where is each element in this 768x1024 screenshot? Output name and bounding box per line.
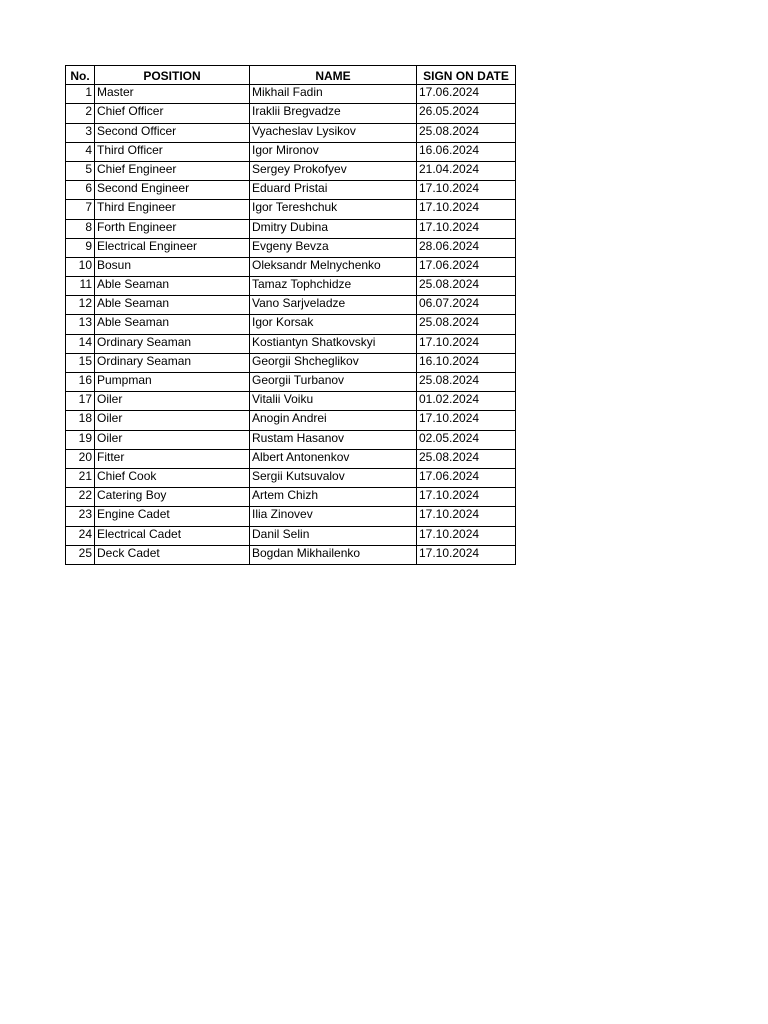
- position-cell: Catering Boy: [95, 488, 250, 507]
- sign-on-date-cell: 17.10.2024: [417, 334, 516, 353]
- row-number-cell: 2: [66, 104, 95, 123]
- crew-list-table: [65, 65, 516, 565]
- sign-on-date-cell: 21.04.2024: [417, 161, 516, 180]
- table-row: [66, 507, 516, 526]
- table-row: [66, 296, 516, 315]
- header-no: No.: [66, 66, 95, 85]
- position-cell: Chief Cook: [95, 468, 250, 487]
- sign-on-date-cell: 16.10.2024: [417, 353, 516, 372]
- name-cell: Vyacheslav Lysikov: [250, 123, 417, 142]
- position-cell: Pumpman: [95, 373, 250, 392]
- name-cell: Sergii Kutsuvalov: [250, 468, 417, 487]
- name-cell: Vitalii Voiku: [250, 392, 417, 411]
- table-row: [66, 392, 516, 411]
- name-cell: Bogdan Mikhailenko: [250, 545, 417, 564]
- table-row: [66, 181, 516, 200]
- sign-on-date-cell: 25.08.2024: [417, 277, 516, 296]
- name-cell: Danil Selin: [250, 526, 417, 545]
- table-header: [66, 66, 516, 85]
- name-cell: Kostiantyn Shatkovskyi: [250, 334, 417, 353]
- table-row: [66, 373, 516, 392]
- sign-on-date-cell: 17.10.2024: [417, 526, 516, 545]
- row-number-cell: 5: [66, 161, 95, 180]
- row-number-cell: 22: [66, 488, 95, 507]
- table-row: [66, 238, 516, 257]
- row-number-cell: 3: [66, 123, 95, 142]
- table-row: [66, 430, 516, 449]
- table-row: [66, 334, 516, 353]
- name-cell: Dmitry Dubina: [250, 219, 417, 238]
- sign-on-date-cell: 25.08.2024: [417, 123, 516, 142]
- sign-on-date-cell: 17.10.2024: [417, 181, 516, 200]
- sign-on-date-cell: 25.08.2024: [417, 373, 516, 392]
- position-cell: Second Officer: [95, 123, 250, 142]
- row-number-cell: 11: [66, 277, 95, 296]
- table-row: [66, 411, 516, 430]
- table-row: [66, 449, 516, 468]
- row-number-cell: 20: [66, 449, 95, 468]
- row-number-cell: 15: [66, 353, 95, 372]
- row-number-cell: 7: [66, 200, 95, 219]
- name-cell: Eduard Pristai: [250, 181, 417, 200]
- position-cell: Fitter: [95, 449, 250, 468]
- name-cell: Georgii Turbanov: [250, 373, 417, 392]
- row-number-cell: 19: [66, 430, 95, 449]
- name-cell: Sergey Prokofyev: [250, 161, 417, 180]
- position-cell: Forth Engineer: [95, 219, 250, 238]
- row-number-cell: 18: [66, 411, 95, 430]
- name-cell: Ilia Zinovev: [250, 507, 417, 526]
- position-cell: Third Officer: [95, 142, 250, 161]
- sign-on-date-cell: 17.10.2024: [417, 545, 516, 564]
- position-cell: Able Seaman: [95, 315, 250, 334]
- table-row: [66, 219, 516, 238]
- table-row: [66, 277, 516, 296]
- table-row: [66, 257, 516, 276]
- sign-on-date-cell: 17.10.2024: [417, 411, 516, 430]
- position-cell: Electrical Cadet: [95, 526, 250, 545]
- name-cell: Iraklii Bregvadze: [250, 104, 417, 123]
- name-cell: Igor Korsak: [250, 315, 417, 334]
- sign-on-date-cell: 17.06.2024: [417, 257, 516, 276]
- header-row: [66, 66, 516, 85]
- name-cell: Mikhail Fadin: [250, 85, 417, 104]
- header-position: POSITION: [95, 66, 250, 85]
- row-number-cell: 17: [66, 392, 95, 411]
- table-row: [66, 488, 516, 507]
- name-cell: Albert Antonenkov: [250, 449, 417, 468]
- row-number-cell: 4: [66, 142, 95, 161]
- position-cell: Able Seaman: [95, 296, 250, 315]
- sign-on-date-cell: 26.05.2024: [417, 104, 516, 123]
- row-number-cell: 14: [66, 334, 95, 353]
- sign-on-date-cell: 02.05.2024: [417, 430, 516, 449]
- position-cell: Second Engineer: [95, 181, 250, 200]
- row-number-cell: 13: [66, 315, 95, 334]
- table-row: [66, 142, 516, 161]
- row-number-cell: 8: [66, 219, 95, 238]
- table-row: [66, 123, 516, 142]
- header-sign-on-date: SIGN ON DATE: [417, 66, 516, 85]
- name-cell: Igor Tereshchuk: [250, 200, 417, 219]
- table-row: [66, 526, 516, 545]
- sign-on-date-cell: 28.06.2024: [417, 238, 516, 257]
- table-row: [66, 353, 516, 372]
- name-cell: Georgii Shcheglikov: [250, 353, 417, 372]
- position-cell: Third Engineer: [95, 200, 250, 219]
- position-cell: Oiler: [95, 430, 250, 449]
- name-cell: Evgeny Bevza: [250, 238, 417, 257]
- sign-on-date-cell: 17.10.2024: [417, 219, 516, 238]
- sign-on-date-cell: 01.02.2024: [417, 392, 516, 411]
- table-row: [66, 200, 516, 219]
- row-number-cell: 12: [66, 296, 95, 315]
- name-cell: Oleksandr Melnychenko: [250, 257, 417, 276]
- position-cell: Master: [95, 85, 250, 104]
- sign-on-date-cell: 25.08.2024: [417, 315, 516, 334]
- row-number-cell: 1: [66, 85, 95, 104]
- position-cell: Oiler: [95, 392, 250, 411]
- position-cell: Deck Cadet: [95, 545, 250, 564]
- name-cell: Anogin Andrei: [250, 411, 417, 430]
- name-cell: Tamaz Tophchidze: [250, 277, 417, 296]
- position-cell: Oiler: [95, 411, 250, 430]
- position-cell: Chief Engineer: [95, 161, 250, 180]
- sign-on-date-cell: 25.08.2024: [417, 449, 516, 468]
- table-row: [66, 104, 516, 123]
- position-cell: Able Seaman: [95, 277, 250, 296]
- name-cell: Igor Mironov: [250, 142, 417, 161]
- table-row: [66, 85, 516, 104]
- sign-on-date-cell: 17.10.2024: [417, 507, 516, 526]
- row-number-cell: 23: [66, 507, 95, 526]
- sign-on-date-cell: 17.06.2024: [417, 85, 516, 104]
- row-number-cell: 16: [66, 373, 95, 392]
- row-number-cell: 10: [66, 257, 95, 276]
- row-number-cell: 24: [66, 526, 95, 545]
- table-body: [66, 85, 516, 565]
- row-number-cell: 9: [66, 238, 95, 257]
- table-row: [66, 315, 516, 334]
- table-row: [66, 161, 516, 180]
- sign-on-date-cell: 17.10.2024: [417, 488, 516, 507]
- position-cell: Chief Officer: [95, 104, 250, 123]
- header-name: NAME: [250, 66, 417, 85]
- row-number-cell: 21: [66, 468, 95, 487]
- position-cell: Electrical Engineer: [95, 238, 250, 257]
- table-row: [66, 468, 516, 487]
- sign-on-date-cell: 16.06.2024: [417, 142, 516, 161]
- name-cell: Rustam Hasanov: [250, 430, 417, 449]
- sign-on-date-cell: 17.06.2024: [417, 468, 516, 487]
- name-cell: Artem Chizh: [250, 488, 417, 507]
- position-cell: Ordinary Seaman: [95, 353, 250, 372]
- row-number-cell: 6: [66, 181, 95, 200]
- position-cell: Engine Cadet: [95, 507, 250, 526]
- table-row: [66, 545, 516, 564]
- position-cell: Ordinary Seaman: [95, 334, 250, 353]
- sign-on-date-cell: 17.10.2024: [417, 200, 516, 219]
- name-cell: Vano Sarjveladze: [250, 296, 417, 315]
- row-number-cell: 25: [66, 545, 95, 564]
- position-cell: Bosun: [95, 257, 250, 276]
- sign-on-date-cell: 06.07.2024: [417, 296, 516, 315]
